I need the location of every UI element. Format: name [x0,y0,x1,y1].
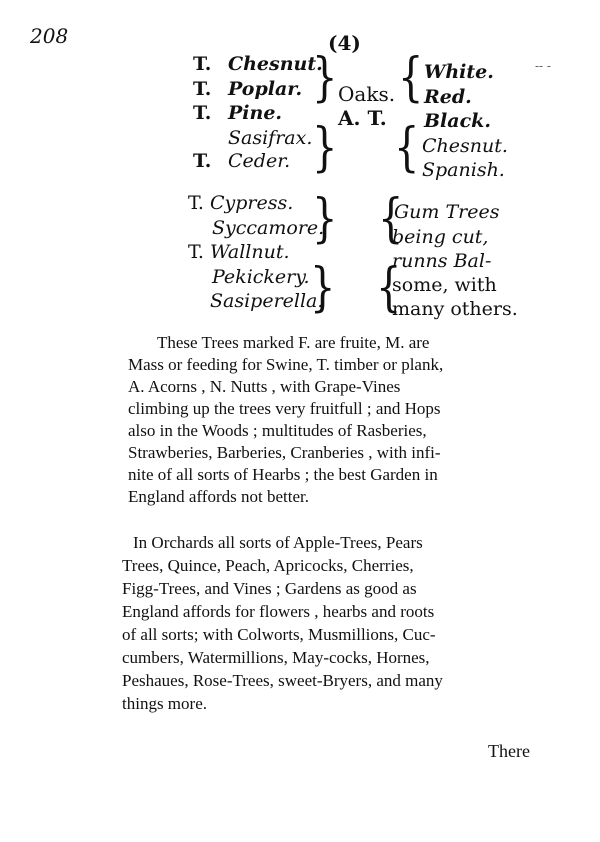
text-line: cumbers, Watermillions, May-cocks, Hornes, [122,648,430,667]
tree-prefix: T. [188,192,204,214]
gum-note-line: some, with [392,274,497,296]
text-line: England affords not better. [128,487,309,506]
tree-prefix: T. [188,241,204,263]
tree-name: Pine. [228,102,283,124]
left-brace-icon: } [312,118,338,178]
gum-note-line: runns Bal- [392,250,492,272]
text-line: England affords for flowers , hearbs and roots [122,602,435,621]
gum-note-line: being cut, [392,226,489,248]
oak-kind: White. [424,61,494,83]
right-brace-icon: { [378,189,404,249]
text-line: Strawberies, Barberies, Cranberies , with infi- [128,443,441,462]
oak-kind: Black. [424,110,491,132]
tree-name: Wallnut. [210,241,290,263]
text-line: things more. [122,694,207,713]
tree-name: Sasiperella. [210,290,324,312]
tree-prefix: T. [193,102,212,124]
right-brace-icon: { [394,118,420,178]
page-folio: (4) [328,31,361,55]
text-line: Figg-Trees, and Vines ; Gardens as good as [122,579,417,598]
tree-name: Syccamore. [212,217,325,239]
left-brace-icon: } [312,48,338,108]
tree-prefix: T. [193,53,212,75]
oak-kind: Chesnut. [422,135,508,157]
margin-page-note: 208 [30,24,69,48]
text-line: also in the Woods ; multitudes of Rasberies, [128,421,427,440]
text-line: In Orchards all sorts of Apple-Trees, Pears [133,533,423,552]
text-line: nite of all sorts of Hearbs ; the best Garden in [128,465,438,484]
tree-name: Ceder. [228,150,291,172]
catchword: There [488,741,530,761]
right-brace-icon: { [398,48,424,108]
text-line: climbing up the trees very fruitfull ; and Hops [128,399,441,418]
oak-kind: Spanish. [422,159,505,181]
tree-prefix: T. [193,150,212,172]
tree-prefix: T. [193,78,212,100]
tree-name: Pekickery. [212,266,310,288]
text-line: Trees, Quince, Peach, Apricocks, Cherries, [122,556,414,575]
right-brace-icon: { [376,258,402,318]
left-brace-icon: } [310,258,336,318]
text-line: of all sorts; with Colworts, Musmillions, Cuc- [122,625,436,644]
left-brace-icon: } [312,189,338,249]
tree-name: Cypress. [210,192,294,214]
oaks-code: A. T. [338,106,387,130]
gum-note-line: many others. [392,298,518,320]
oak-kind: Red. [424,86,472,108]
oaks-label: Oaks. [338,82,396,106]
tree-name: Poplar. [228,78,303,100]
text-line: Mass or feeding for Swine, T. timber or plank, [128,355,444,374]
margin-mark: -- - [535,59,551,73]
tree-name: Chesnut. [228,53,323,75]
text-line: A. Acorns , N. Nutts , with Grape-Vines [128,377,401,396]
tree-name: Sasifrax. [228,127,313,149]
gum-note-line: Gum Trees [394,201,500,223]
text-line: These Trees marked F. are fruite, M. are [157,333,430,352]
text-line: Peshaues, Rose-Trees, sweet-Bryers, and many [122,671,443,690]
